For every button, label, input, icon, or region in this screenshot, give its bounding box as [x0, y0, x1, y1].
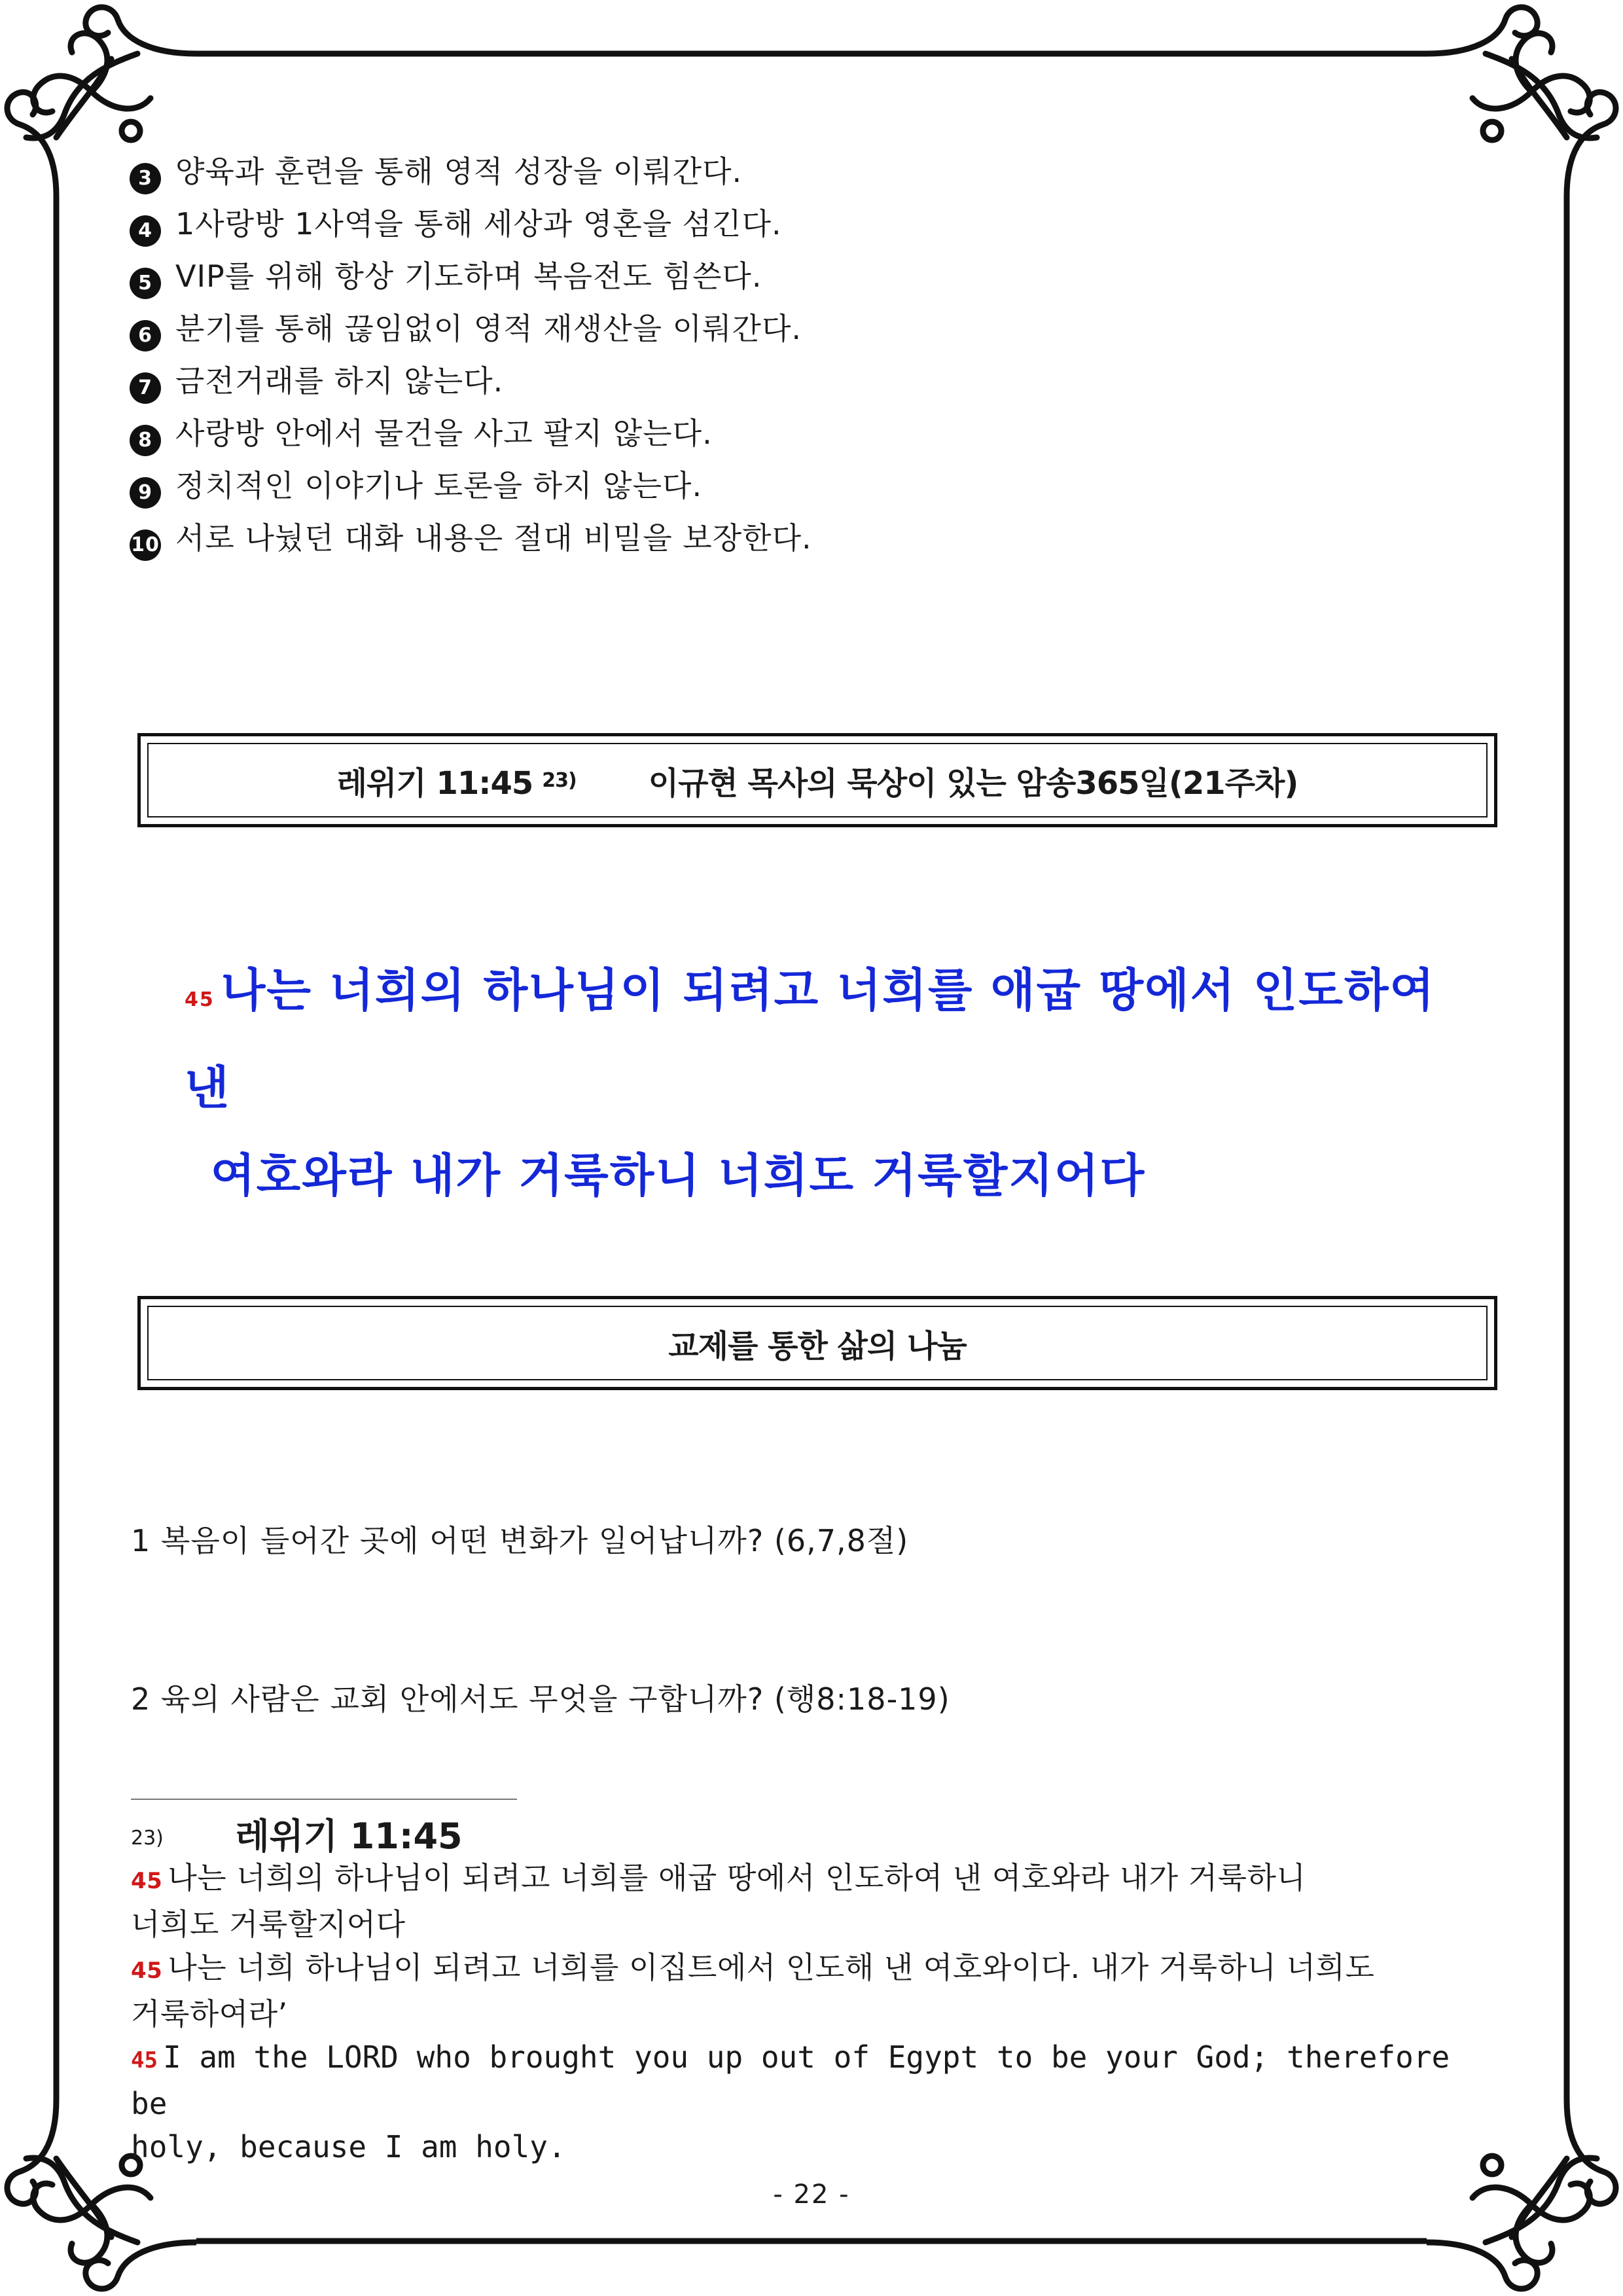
- rule-item: [130, 407, 1177, 459]
- sharing-title-box: [137, 1296, 1497, 1390]
- scripture-title-box: [137, 733, 1497, 827]
- rule-item: [130, 145, 1177, 198]
- verse-number: 45: [131, 1958, 163, 1984]
- rule-text: 1사랑방 1사역을 통해 세상과 영혼을 섬긴다.: [175, 206, 782, 242]
- footnote: [131, 1817, 1499, 2168]
- translation-text: 너희도 거룩할지어다: [131, 1907, 406, 1942]
- rule-number-badge: 9: [130, 477, 161, 509]
- rule-text: 정치적인 이야기나 토론을 하지 않는다.: [175, 468, 703, 503]
- rule-text: VIP를 위해 항상 기도하며 복음전도 힘쓴다.: [175, 259, 762, 294]
- translation-text: 나는 너희의 하나님이 되려고 너희를 애굽 땅에서 인도하여 낸 여호와라 내가 거룩하니: [168, 1860, 1306, 1895]
- footnote-translation: [131, 1856, 1499, 1903]
- verse-text-1: 나는 너희의 하나님이 되려고 너희를 애굽 땅에서 인도하여 낸: [185, 963, 1436, 1115]
- corner-ornament-icon: [1427, 0, 1623, 196]
- rule-item: [130, 512, 1177, 564]
- translation-text: holy, because I am holy.: [131, 2129, 566, 2164]
- rule-number-badge: 10: [130, 529, 161, 561]
- scripture-subtitle: 이규현 목사의 묵상이 있는 암송365일(21주차): [648, 764, 1298, 802]
- rule-text: 사랑방 안에서 물건을 사고 팔지 않는다.: [175, 416, 713, 451]
- translation-text: I am the LORD who brought you up out of Egypt to be your God; therefore be: [131, 2039, 1450, 2121]
- translation-text: 나는 너희 하나님이 되려고 너희를 이집트에서 인도해 낸 여호와이다. 내가 거룩하니 너희도: [168, 1950, 1375, 1985]
- memory-verse: [185, 946, 1467, 1219]
- rule-text: 양육과 훈련을 통해 영적 성장을 이뤄간다.: [175, 154, 743, 189]
- sharing-title: 교제를 통한 삶의 나눔: [668, 1327, 967, 1365]
- translation-text: 거룩하여라’: [131, 1996, 288, 2032]
- footnote-translation: [131, 1946, 1499, 1992]
- rule-text: 서로 나눴던 대화 내용은 절대 비밀을 보장한다.: [175, 520, 812, 556]
- footnote-reference: 레위기 11:45: [235, 1816, 463, 1857]
- rule-number-badge: 8: [130, 425, 161, 456]
- rule-number-badge: 7: [130, 372, 161, 404]
- rule-item: [130, 250, 1177, 302]
- footnote-translation: [131, 2036, 1499, 2125]
- footnote-mark: 23): [131, 1827, 164, 1850]
- footnote-header: [131, 1817, 1499, 1856]
- verse-number: 45: [131, 2047, 158, 2073]
- rule-item: [130, 459, 1177, 512]
- verse-number: 45: [131, 1868, 163, 1894]
- rule-text: 분기를 통해 끊임없이 영적 재생산을 이뤄간다.: [175, 311, 802, 346]
- rules-list: [130, 145, 1177, 564]
- footnote-divider: [131, 1799, 517, 1800]
- scripture-reference: 레위기 11:45: [336, 764, 533, 802]
- question-item: 2 육의 사람은 교회 안에서도 무엇을 구합니까? (행8:18-19): [131, 1681, 950, 1717]
- verse-line-1: [185, 946, 1467, 1132]
- rule-number-badge: 3: [130, 163, 161, 194]
- rule-item: [130, 355, 1177, 407]
- verse-line-2: 여호와라 내가 거룩하니 너희도 거룩할지어다: [211, 1148, 1146, 1202]
- rule-number-badge: 6: [130, 320, 161, 351]
- footnote-link[interactable]: 23): [542, 768, 577, 792]
- rule-text: 금전거래를 하지 않는다.: [175, 363, 504, 399]
- rule-item: [130, 198, 1177, 250]
- rule-item: [130, 302, 1177, 355]
- question-item: 1 복음이 들어간 곳에 어떤 변화가 일어납니까? (6,7,8절): [131, 1523, 909, 1558]
- rule-number-badge: 5: [130, 268, 161, 299]
- page-number: - 22 -: [773, 2179, 850, 2210]
- rule-number-badge: 4: [130, 215, 161, 247]
- verse-number: 45: [185, 988, 215, 1011]
